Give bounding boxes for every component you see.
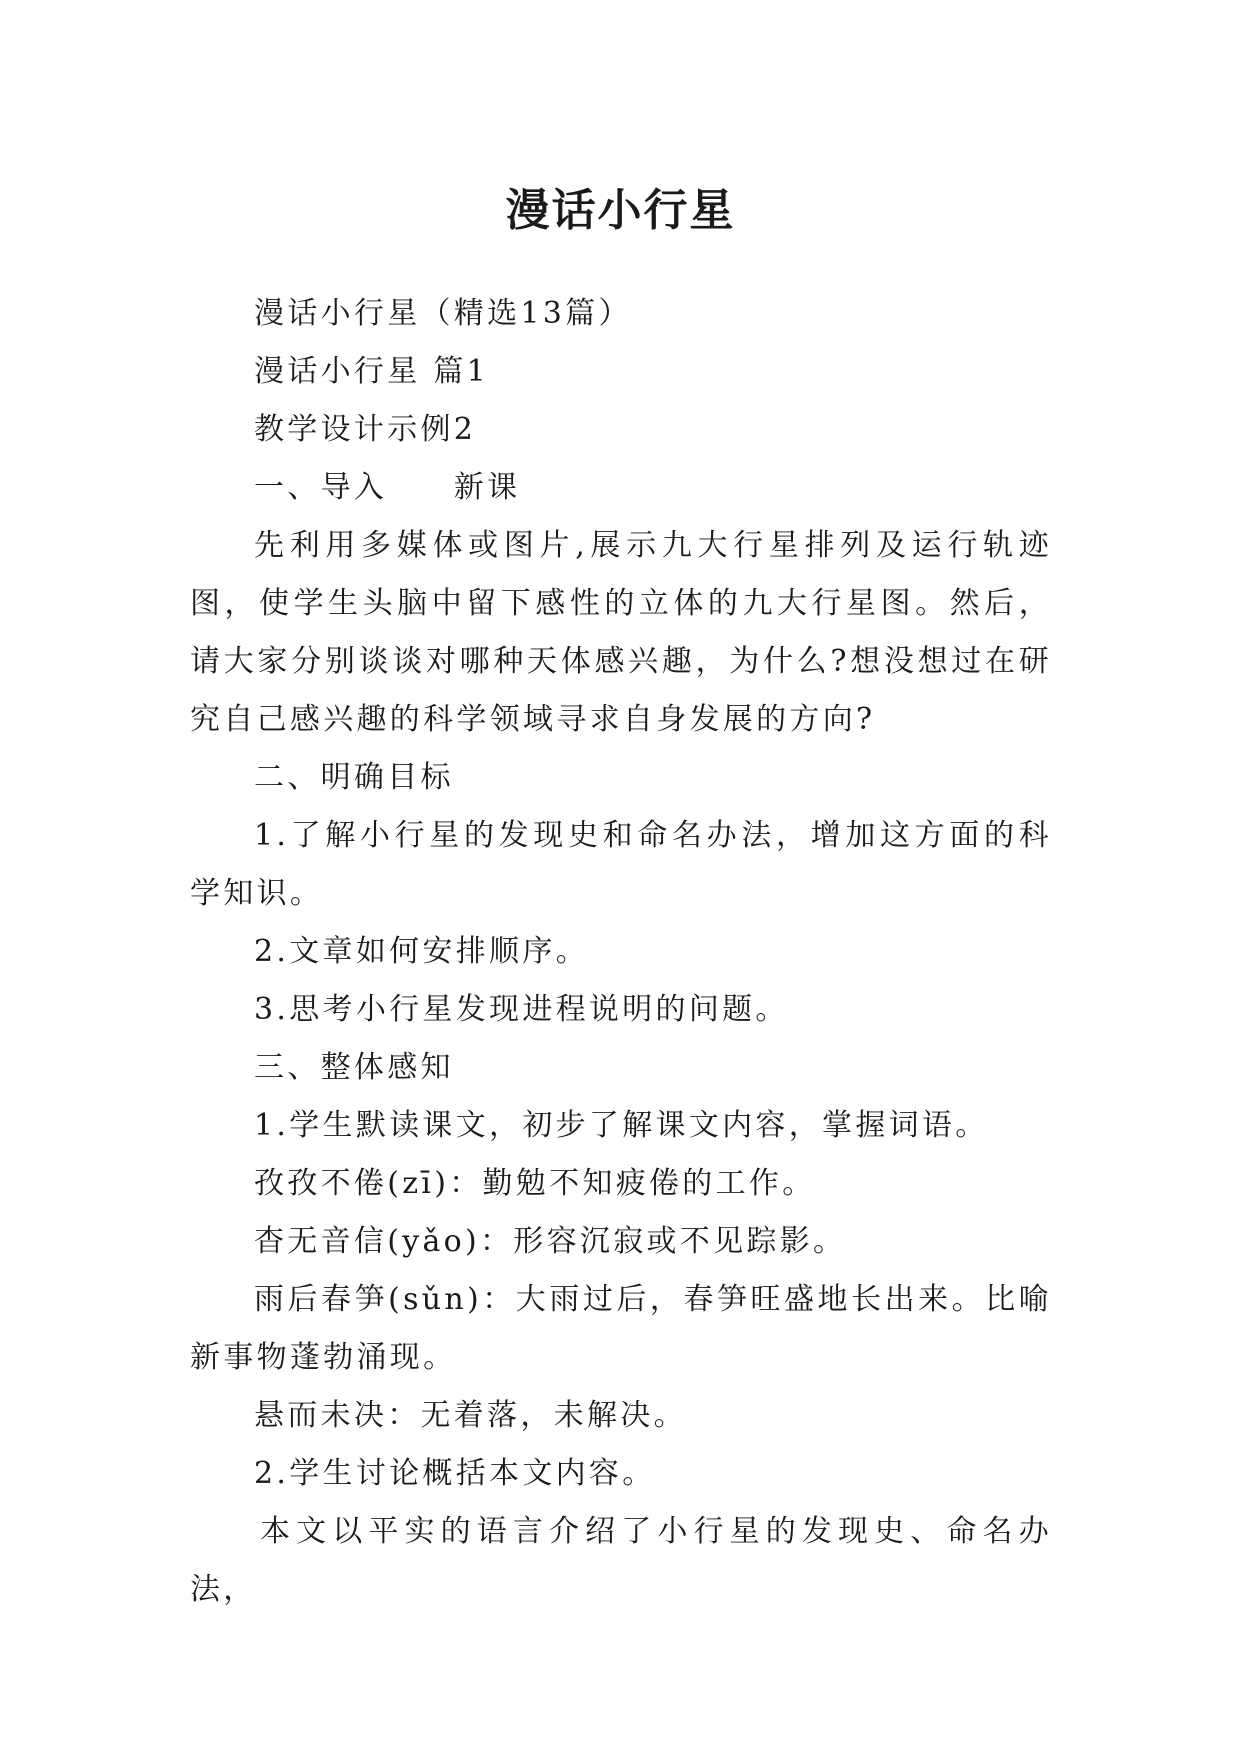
- paragraph-perception-2: 2.学生讨论概括本文内容。: [254, 1456, 656, 1491]
- paragraph-intro-text: 先利用多媒体或图片,展示九大行星排列及运行轨迹图，使学生头脑中留下感性的立体的九大行星图。然后，请大家分别谈谈对哪种天体感兴趣，为什么?想没想过在研究自己感兴趣的科学领域寻求自身发展的方向?: [190, 528, 1052, 737]
- paragraph-step-one-heading: 一、导入 新课: [254, 470, 521, 505]
- paragraph-goal-3: 3.思考小行星发现进程说明的问题。: [254, 992, 789, 1027]
- paragraph-vocab-1: 孜孜不倦(zī)：勤勉不知疲倦的工作。: [254, 1166, 816, 1201]
- paragraph-section-heading: 漫话小行星 篇1: [254, 354, 490, 389]
- paragraph-step-three-heading: 三、整体感知: [254, 1050, 454, 1085]
- paragraph-summary: 本文以平实的语言介绍了小行星的发现史、命名办法，: [190, 1514, 1052, 1607]
- paragraph-goal-2: 2.文章如何安排顺序。: [254, 934, 589, 969]
- paragraph-perception-1: 1.学生默读课文，初步了解课文内容，掌握词语。: [254, 1108, 989, 1143]
- document-body: [190, 285, 1052, 1619]
- paragraph-goal-1: 1.了解小行星的发现史和命名办法，增加这方面的科学知识。: [190, 818, 1052, 911]
- paragraph-step-two-heading: 二、明确目标: [254, 760, 454, 795]
- paragraph-example-heading: 教学设计示例2: [254, 412, 477, 447]
- paragraph-subtitle: 漫话小行星（精选13篇）: [254, 296, 632, 331]
- paragraph-vocab-3: 雨后春笋(sǔn)：大雨过后，春笋旺盛地长出来。比喻新事物蓬勃涌现。: [190, 1282, 1052, 1375]
- document-title: 漫话小行星: [505, 185, 736, 237]
- paragraph-vocab-4: 悬而未决：无着落，未解决。: [254, 1398, 687, 1433]
- paragraph-vocab-2: 杳无音信(yǎo)：形容沉寂或不见踪影。: [254, 1224, 847, 1259]
